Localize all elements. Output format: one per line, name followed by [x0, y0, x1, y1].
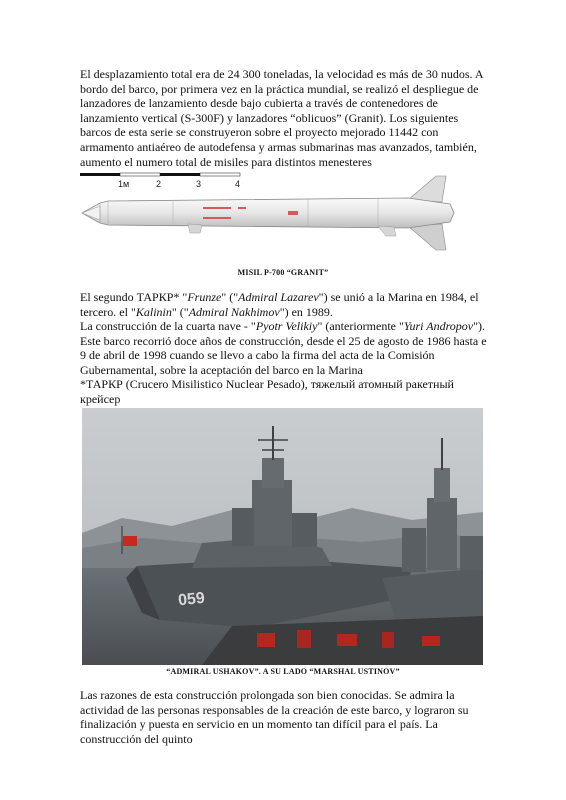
text-segment: " (" — [221, 290, 239, 304]
footnote-tarkr: *ТАРКР (Crucero Misilistico Nuclear Pesado), тяжелый атомный ракетный крейсер — [80, 377, 454, 406]
paragraph-construction: Las razones de esta construcción prolongada son bien conocidas. Se admira la actividad de las personas responsables de la creación de este barco, y lograron su finalización y puesta en servicio en un momento tan difícil para el país. La construcción del quinto — [80, 688, 469, 746]
ship-name-andropov: Yuri Andropov — [403, 319, 474, 334]
text-segment: ") en 1989. — [279, 304, 333, 319]
paragraph-displacement: El desplazamiento total era de 24 300 toneladas, la velocidad es más de 30 nudos. A bordo del barco, por primera vez en la práctica mundial, se realizó el despliegue de lanzadores de lanzamiento desde bajo cubierta a través de contenedores de lanzamiento vertical (S-300F) y lanzadores “oblicuos” (Granit). Los siguientes barcos de esta serie se construyeron sobre el proyecto mejorado 11442 con armamento antiaéreo de autodefensa y armas submarinas mas avanzados, también, aumento el numero total de misiles para distintos menesteres — [80, 67, 483, 169]
ship-photo-caption: “ADMIRAL USHAKOV”. A SU LADO “MARSHAL USTINOV” — [166, 667, 400, 676]
text-segment: El segundo ТАРКР* " — [80, 290, 188, 304]
missile-diagram — [78, 170, 488, 260]
missile-caption: MISIL P-700 “GRANIT” — [237, 268, 329, 277]
scale-bar — [80, 173, 240, 189]
scale-label-1: 1м — [118, 179, 130, 189]
text-segment: " (" — [171, 304, 189, 319]
ship-name-lazarev: Admiral Lazarev — [238, 290, 319, 304]
paragraph-ships — [80, 290, 490, 378]
scale-label-4: 4 — [235, 179, 241, 189]
text-segment: "). Este barco recorrió doce años de construcción, desde el 25 de agosto de 1986 hasta e 9 de abril de 1998 cuando se llevo a cabo la firma del acta de la Comisión Gubernamental, sobre la aceptación del barco en la Marina — [80, 319, 487, 377]
scale-label-2: 2 — [156, 179, 162, 189]
ship-name-velikiy: Pyotr Velikiy — [255, 319, 318, 334]
missile-body — [82, 176, 454, 250]
ship-name-nakhimov: Admiral Nakhimov — [188, 304, 280, 319]
ship-name-kalinin: Kalinin — [135, 304, 172, 319]
ship-name-frunze: Frunze — [187, 290, 222, 304]
scale-label-3: 3 — [196, 179, 202, 189]
text-segment: La construcción de la cuarta nave - " — [80, 319, 256, 334]
ship-photo — [82, 408, 483, 665]
text-segment: " (anteriormente " — [317, 319, 404, 334]
text-segment: ") se unió a la Marina en 1984, el tercero. el " — [80, 290, 479, 319]
hull-number: 059 — [177, 589, 206, 610]
